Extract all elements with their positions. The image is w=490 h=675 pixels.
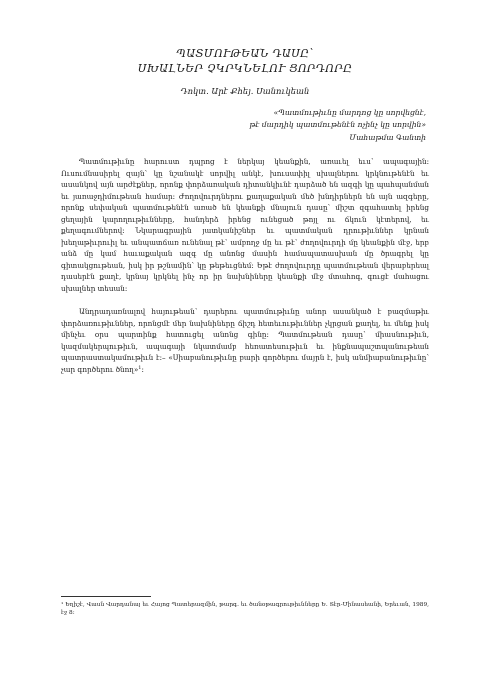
title-line-1: ՊԱՏՄՈՒԹԵԱՆ ԴԱՍԸ՝ (176, 47, 314, 60)
paragraph-1: Պատմութիւնը հարուստ դպրոց է ներկայ կեանքին, առաւել եւս՝ ապագային: Ուսումնասիրել զայն՝ կը նշանակէ սորվիլ անկէ, խուսափիլ սխալներու կրկնութենէն եւ ասանկով այն արժէքներ, որոնք փորձառական դիտանկիւնէ դարձած են ազգի կը պահպանման եւ յառաջդիմութեան համար: Ժողովուրդներու քաղաքական մեծ խնդիրներն են այն ազգերը, որոնք սեփական պատմութենէն առած են կեանքի մնայուն դասը՝ միշտ զգահատել իրենց ցեղային կարողութիւնները, հանդերձ իրենց ունեցած թոյլ ու ճկուն կէտերով, եւ քեղագումներով: Նկարագրային յատկանիշներ եւ պատմական դրութիւններ կրնան խեղաթիւրուիլ եւ անպատճառ ունենալ թէ՝ ամբողջ մը եւ թէ՝ ժողովուրդի մը կեանքին մէջ, երբ անձ մը կամ հաւաքական ազգ մը անոնց մասին համապատասխան մը ծրագրել կը գիտակցութեան, իսկ իր թշնամին՝ կը թեթեւցնեմ: Եթէ ժողովուրդը պատմութեան վերաբերեալ դասերէն քաղէ, կրնայ կրկնել ինչ որ իր նախնիները կեանքի մէջ մտահոգ, գուցէ մահացու սխալներ տեսան: (61, 157, 429, 293)
body-text (61, 156, 429, 387)
footnote: ¹ Եղիշէ, Վասն Վարդանայ եւ Հայոց Պատերազմին, թարգ. եւ ծանօթագրութիւնները Ե. Տէր-Մինասեանի, Երեւան, 1989, էջ 8: (61, 602, 429, 616)
title-line-2: ՍԽԱԼՆԵՐ ՉԿՐԿՆԵԼՈՒ ՑՈՐԴՈՐԸ (137, 62, 353, 75)
epigraph (166, 107, 426, 144)
epigraph-line-1: «Պատմութիւնը մարդոց կը սորվեցնէ, (273, 108, 426, 117)
footnote-divider (61, 596, 151, 597)
epigraph-line-2: թէ մարդիկ պատմութենէն ոչինչ կը սորվին» (249, 119, 426, 129)
epigraph-source: Մահաթմա Գանտի (349, 133, 426, 142)
author-line: Դոկտ. Արէ Քհեյ. Սանուկեան (180, 86, 310, 96)
paragraph-2: Անդրադառնալով հայութեան՝ դարերու պատմութիւնը անոր ասանկած է բազմաթիւ փորձառութիւններ, որոնցմէ մեր նախնիները ճիշդ հետեւութիւններ չկրցան քաղել, եւ մենք իսկ մինչեւ օրս պարտինք հատուցել անոնց գինը: Պատմութեան դասը՝ միասնութիւն, կազմակերպութիւն, ապագայի նկատմամբ հեռատեսութիւն եւ ինքնապաշտպանութեան պատրաստակամութիւն է:– «Սիաբանութիւնը բարի գործերու մայրն է, իսկ անմիաբանութիւնը՝ չար գործերու ծնող»$^1$: (61, 307, 429, 374)
